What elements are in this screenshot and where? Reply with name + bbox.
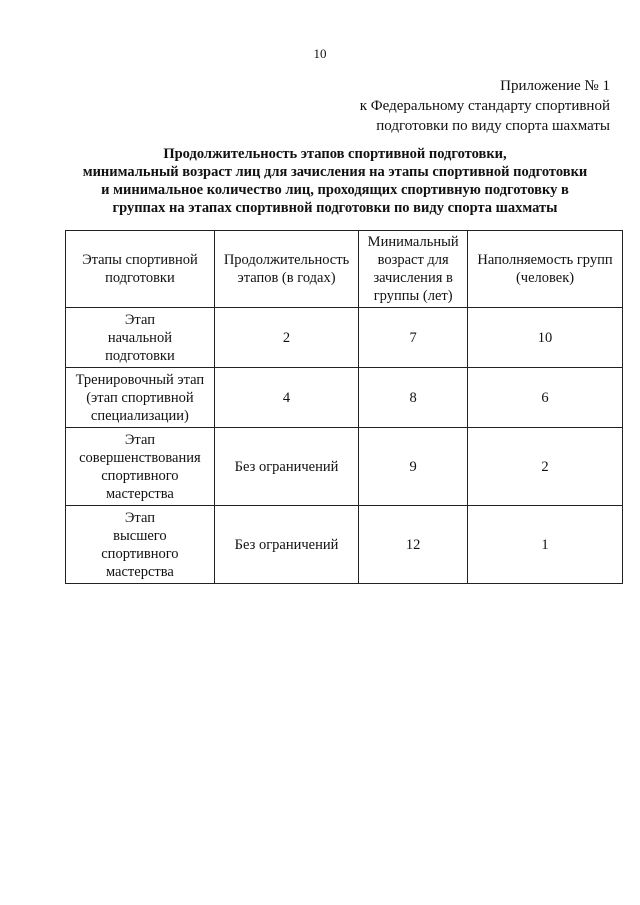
stage-name-line: Этап (124, 509, 155, 526)
stage-name-line: спортивного (101, 545, 179, 562)
header-min-age: Минимальный возраст для зачисления в группы (лет) (359, 231, 468, 308)
table-row (66, 428, 623, 506)
stage-name-cell (66, 308, 215, 368)
title-line: минимальный возраст лиц для зачисления на этапы спортивной подготовки (82, 164, 588, 180)
stage-name-line: совершенствования (79, 449, 201, 466)
min-age-cell: 9 (359, 428, 468, 506)
document-title (40, 145, 630, 217)
stage-name-cell (66, 428, 215, 506)
stage-name-line: специализации) (90, 407, 189, 424)
stage-name-cell (66, 368, 215, 428)
stage-name-line: Этап (124, 311, 155, 328)
header-duration: Продолжительность этапов (в годах) (214, 231, 358, 308)
header-stages: Этапы спортивной подготовки (66, 231, 215, 308)
title-line: Продолжительность этапов спортивной подготовки, (163, 146, 507, 162)
stage-name-line: Этап (124, 431, 155, 448)
stage-name-line: мастерства (105, 485, 174, 502)
duration-cell: Без ограничений (214, 506, 358, 584)
annex-reference (360, 76, 610, 136)
header-group-size: Наполняемость групп (человек) (468, 231, 623, 308)
group-size-cell: 10 (468, 308, 623, 368)
min-age-cell: 8 (359, 368, 468, 428)
stages-table (65, 230, 623, 584)
group-size-cell: 6 (468, 368, 623, 428)
duration-cell: 2 (214, 308, 358, 368)
annex-line: Приложение № 1 (500, 78, 610, 94)
table-row (66, 308, 623, 368)
stage-name-line: спортивного (101, 467, 179, 484)
stage-name-line: Тренировочный этап (75, 371, 205, 388)
stage-name-line: высшего (113, 527, 167, 544)
title-line: и минимальное количество лиц, проходящих спортивную подготовку в (101, 182, 569, 198)
table-row (66, 506, 623, 584)
page-number: 10 (313, 46, 327, 61)
min-age-cell: 12 (359, 506, 468, 584)
duration-cell: 4 (214, 368, 358, 428)
annex-line: к Федеральному стандарту спортивной (359, 98, 610, 114)
stage-name-line: подготовки (105, 347, 175, 364)
stage-name-cell (66, 506, 215, 584)
group-size-cell: 2 (468, 428, 623, 506)
group-size-cell: 1 (468, 506, 623, 584)
annex-line: подготовки по виду спорта шахматы (376, 118, 610, 134)
stage-name-line: (этап спортивной (86, 389, 194, 406)
table-header-row (66, 231, 623, 308)
min-age-cell: 7 (359, 308, 468, 368)
title-line: группах на этапах спортивной подготовки по виду спорта шахматы (112, 200, 558, 216)
duration-cell: Без ограничений (214, 428, 358, 506)
stage-name-line: начальной (107, 329, 172, 346)
stage-name-line: мастерства (105, 563, 174, 580)
table-row (66, 368, 623, 428)
